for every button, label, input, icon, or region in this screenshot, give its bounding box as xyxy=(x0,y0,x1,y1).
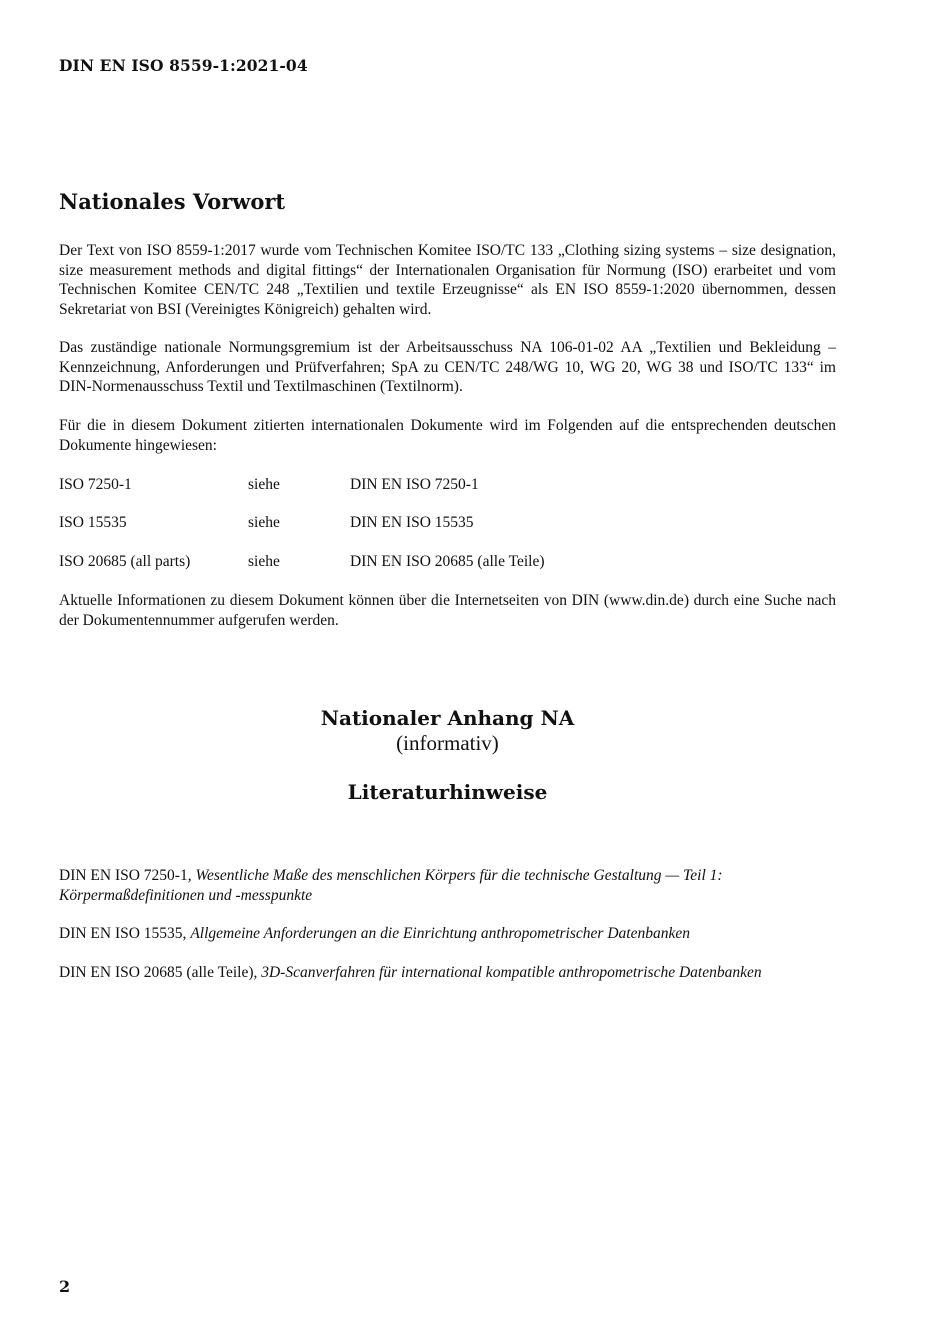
bibliography-entry xyxy=(59,866,779,905)
section-title-vorwort: Nationales Vorwort xyxy=(59,189,286,214)
annex-subtitle: (informativ) xyxy=(396,731,499,755)
vorwort-paragraph-1: Der Text von ISO 8559-1:2017 wurde vom Technischen Komitee ISO/TC 133 „Clothing sizing systems – size designation, size measurement methods and digital fittings“ der Internationalen Organisation für Normung (ISO) erarbeitet und vom Technischen Komitee CEN/TC 248 „Textilien und textile Erzeugnisse“ als EN ISO 8559-1:2020 übernommen, dessen Sekretariat von BSI (Vereinigtes Königreich) gehalten wird. xyxy=(59,242,836,318)
iso-reference: ISO 15535 xyxy=(59,514,127,531)
see-label: siehe xyxy=(248,514,280,531)
annex-title: Nationaler Anhang NA xyxy=(320,706,575,730)
vorwort-paragraph-2: Das zuständige nationale Normungsgremium ist der Arbeitsausschuss NA 106-01-02 AA „Textilien und Bekleidung – Kennzeichnung, Anforderungen und Prüfverfahren; SpA zu CEN/TC 248/WG 10, WG 20, WG 38 und ISO/TC 133“ im DIN-Normenausschuss Textil und Textilmaschinen (Textilnorm). xyxy=(59,339,836,395)
iso-reference: ISO 7250-1 xyxy=(59,476,132,493)
page-number: 2 xyxy=(59,1277,71,1296)
din-reference: DIN EN ISO 20685 (alle Teile) xyxy=(350,553,545,570)
bibliography-title: Wesentliche Maße des menschlichen Körpers für die technische Gestaltung — Teil 1: Körpermaßdefinitionen und -messpunkte xyxy=(59,867,723,904)
reference-row xyxy=(59,552,836,572)
bibliography-title: Allgemeine Anforderungen an die Einrichtung anthropometrischer Datenbanken xyxy=(190,925,690,942)
din-reference: DIN EN ISO 15535 xyxy=(350,514,474,531)
bibliography-entry xyxy=(59,924,779,944)
iso-reference: ISO 20685 (all parts) xyxy=(59,553,191,570)
bibliography-heading: Literaturhinweise xyxy=(347,780,548,804)
bibliography-ref: DIN EN ISO 15535, xyxy=(59,925,191,942)
document-id-header: DIN EN ISO 8559-1:2021-04 xyxy=(59,56,308,75)
reference-row xyxy=(59,513,836,533)
din-reference: DIN EN ISO 7250-1 xyxy=(350,476,479,493)
bibliography-entry xyxy=(59,963,779,983)
see-label: siehe xyxy=(248,553,280,570)
vorwort-closing-paragraph: Aktuelle Informationen zu diesem Dokument können über die Internetseiten von DIN (www.din.de) durch eine Suche nach der Dokumentennummer aufgerufen werden. xyxy=(59,592,836,629)
reference-row xyxy=(59,475,836,495)
see-label: siehe xyxy=(248,476,280,493)
bibliography-title: 3D-Scanverfahren für international kompatible anthropometrische Datenbanken xyxy=(261,964,762,981)
bibliography-ref: DIN EN ISO 7250-1, xyxy=(59,867,196,884)
vorwort-paragraph-3: Für die in diesem Dokument zitierten internationalen Dokumente wird im Folgenden auf die entsprechenden deutschen Dokumente hingewiesen: xyxy=(59,417,836,454)
bibliography-ref: DIN EN ISO 20685 (alle Teile), xyxy=(59,964,262,981)
